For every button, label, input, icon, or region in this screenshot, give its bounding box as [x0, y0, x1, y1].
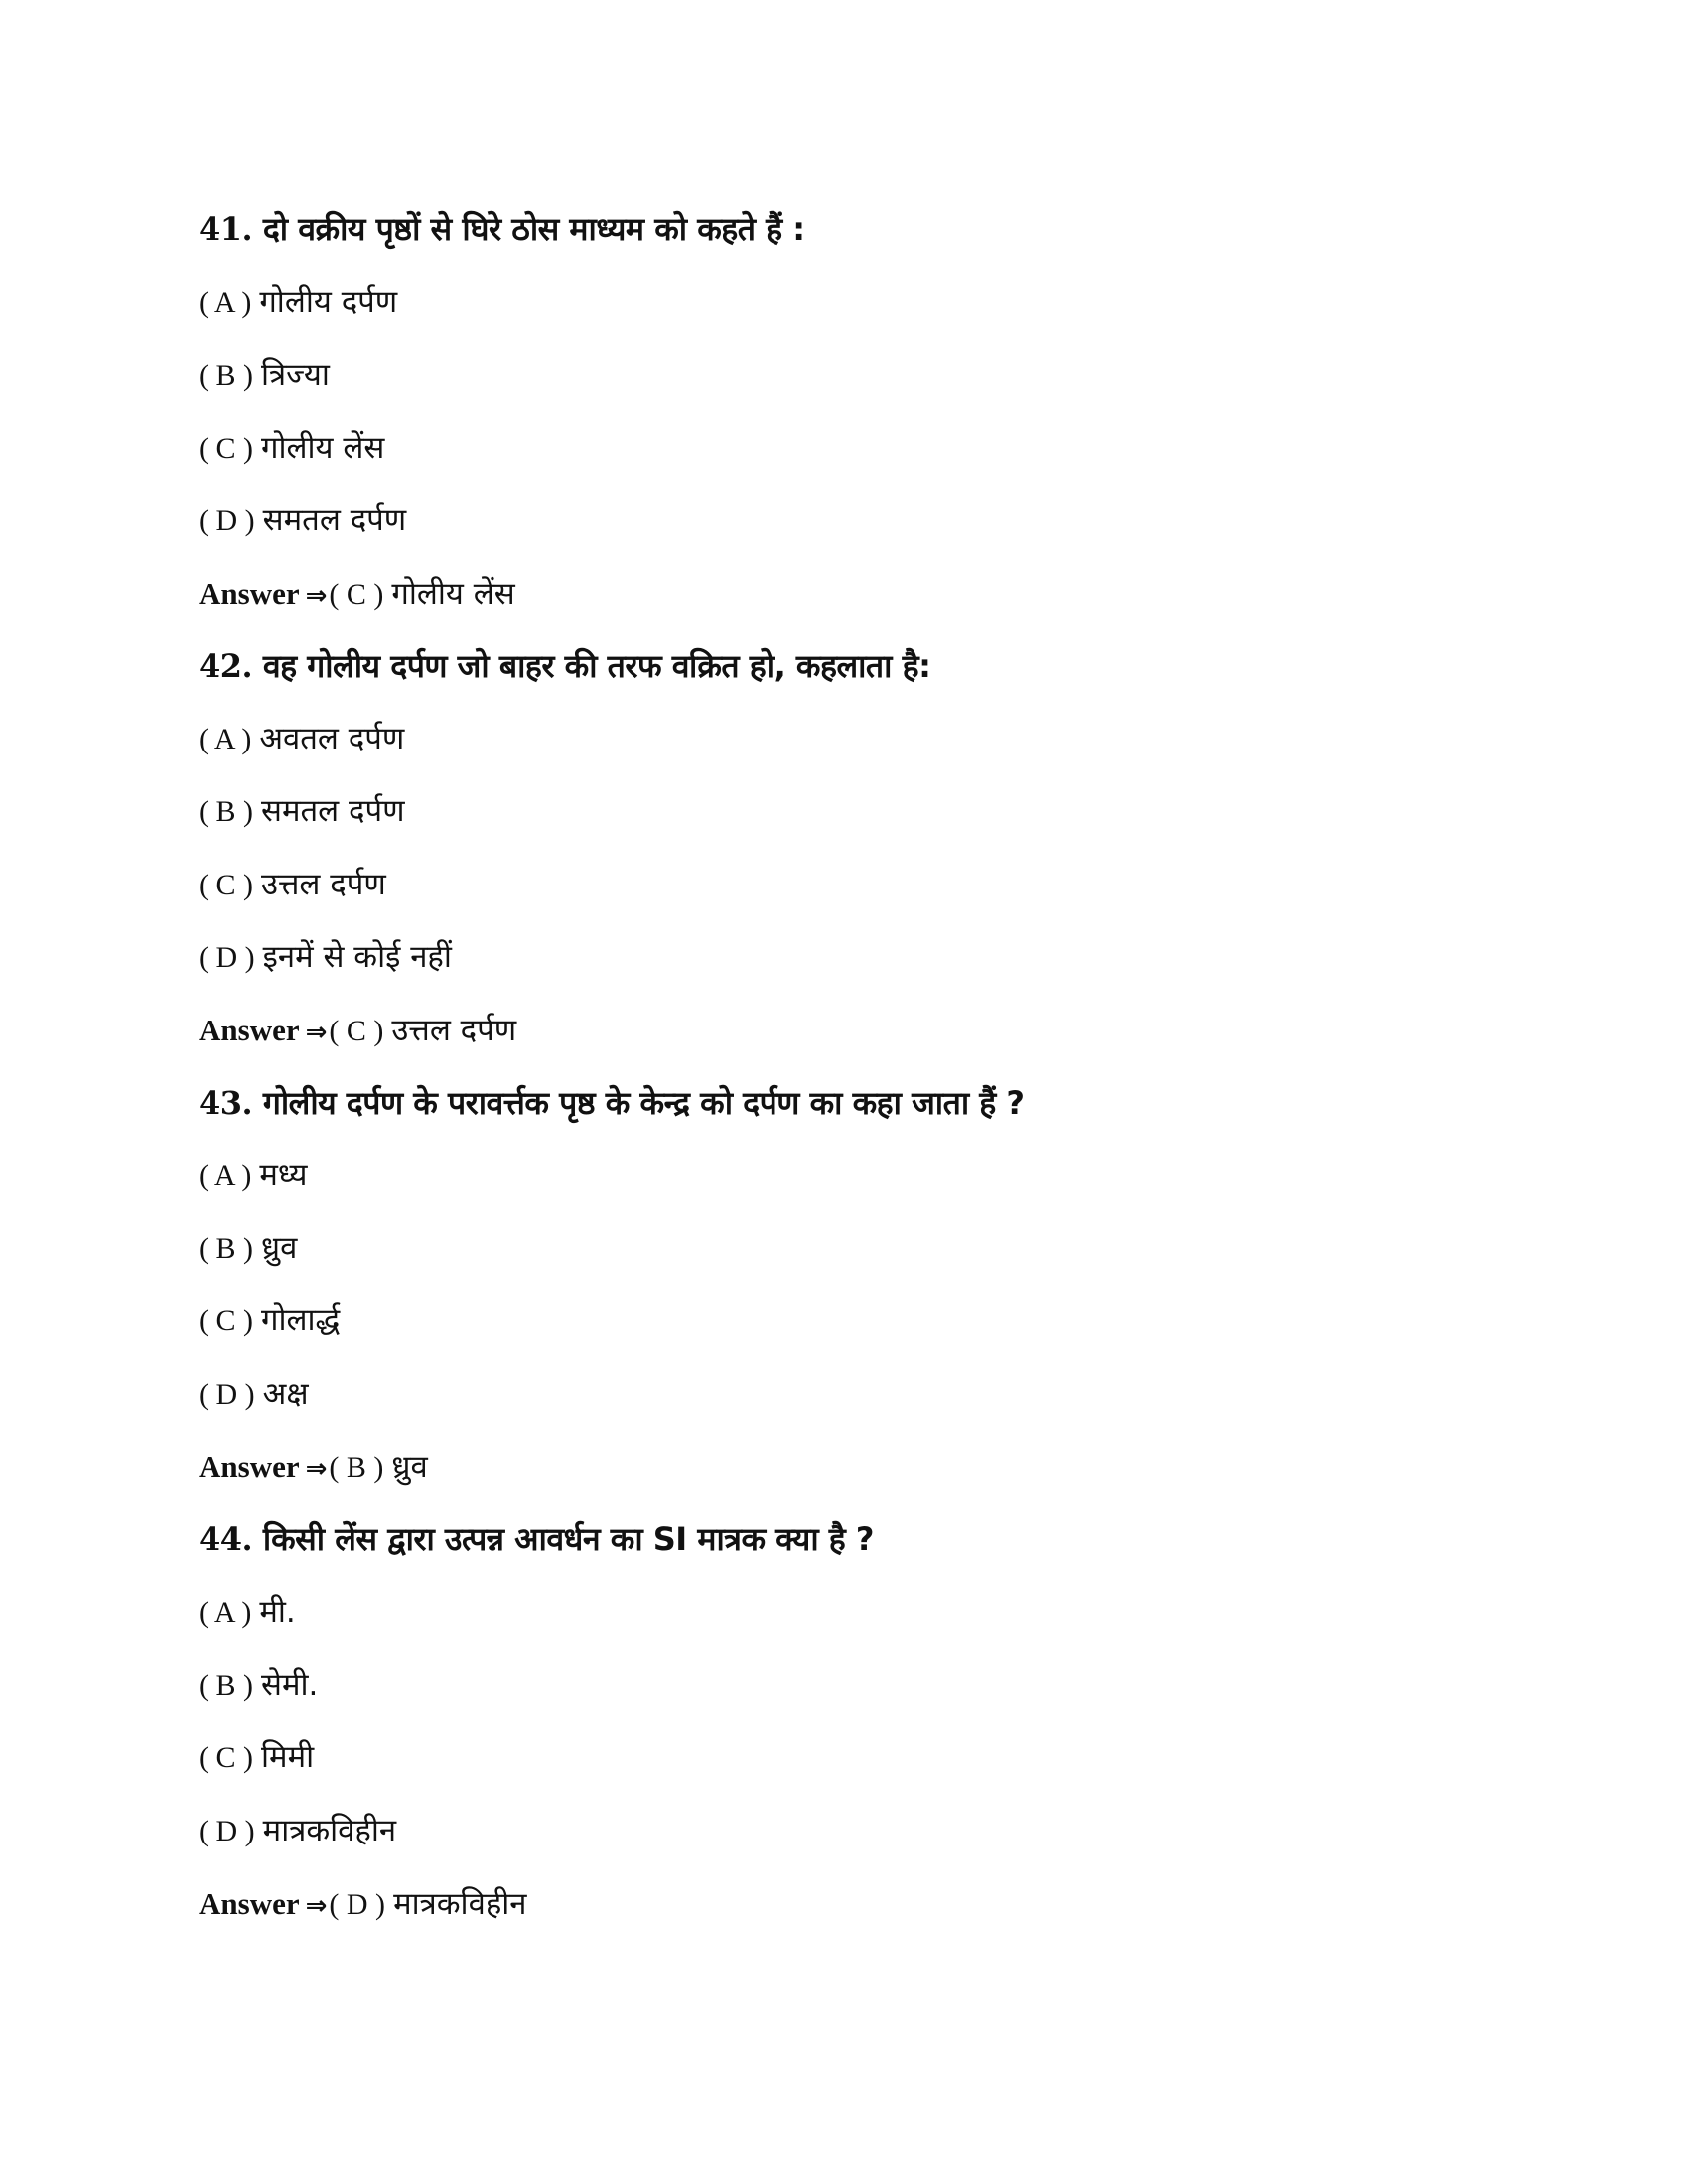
question-title: [199, 194, 1489, 266]
question-number: 42.: [199, 646, 253, 685]
question-title: [199, 1503, 1489, 1575]
option-a: [199, 266, 1489, 339]
option-b: [199, 340, 1489, 412]
option-b: [199, 1212, 1489, 1285]
option-text: अवतल दर्पण: [259, 721, 405, 757]
question-number: 43.: [199, 1083, 253, 1122]
option-d: [199, 1358, 1489, 1431]
answer-label: ( C ): [329, 578, 384, 612]
answer-word: Answer: [199, 1885, 300, 1921]
question-number: 44.: [199, 1520, 253, 1559]
option-label: ( B ): [199, 1668, 253, 1702]
option-label: ( D ): [199, 1377, 255, 1411]
answer-text: ध्रुव: [391, 1449, 428, 1486]
option-text: समतल दर्पण: [262, 502, 407, 539]
option-d: [199, 921, 1489, 994]
double-arrow-right-icon: ⇒: [305, 1454, 328, 1485]
option-text: अक्ष: [262, 1375, 309, 1412]
answer-text: मात्रकविहीन: [393, 1885, 527, 1922]
answer-line: [199, 1431, 1489, 1503]
option-b: [199, 1649, 1489, 1721]
option-label: ( C ): [199, 431, 253, 465]
option-c: [199, 1721, 1489, 1794]
option-text: समतल दर्पण: [261, 793, 405, 830]
option-label: ( C ): [199, 868, 253, 901]
answer-line: [199, 557, 1489, 629]
option-label: ( D ): [199, 504, 255, 538]
option-text: इनमें से कोई नहीं: [262, 938, 452, 975]
answer-text: उत्तल दर्पण: [391, 1013, 517, 1049]
option-text: गोलार्द्ध: [261, 1302, 341, 1339]
question-text: दो वक्रीय पृष्ठों से घिरे ठोस माध्यम को कहते हैं :: [262, 210, 805, 248]
answer-line: [199, 1867, 1489, 1940]
option-label: ( D ): [199, 940, 255, 974]
option-label: ( A ): [199, 286, 252, 320]
option-c: [199, 849, 1489, 921]
question-43: [199, 1067, 1489, 1504]
option-text: ध्रुव: [261, 1230, 298, 1267]
question-number: 41.: [199, 210, 253, 248]
option-text: सेमी.: [261, 1666, 319, 1703]
option-label: ( D ): [199, 1814, 255, 1847]
double-arrow-right-icon: ⇒: [305, 1018, 328, 1048]
option-text: मात्रकविहीन: [262, 1812, 397, 1848]
answer-word: Answer: [199, 576, 300, 612]
answer-line: [199, 994, 1489, 1066]
answer-text: गोलीय लेंस: [391, 576, 515, 613]
option-a: [199, 1576, 1489, 1649]
answer-word: Answer: [199, 1449, 300, 1485]
answer-label: ( C ): [329, 1015, 384, 1048]
option-label: ( C ): [199, 1304, 253, 1338]
option-a: [199, 1140, 1489, 1212]
option-text: उत्तल दर्पण: [261, 866, 386, 902]
double-arrow-right-icon: ⇒: [305, 1890, 328, 1921]
question-title: [199, 630, 1489, 703]
option-d: [199, 1795, 1489, 1867]
option-label: ( B ): [199, 795, 253, 829]
option-text: गोलीय लेंस: [261, 429, 385, 466]
option-text: त्रिज्या: [261, 356, 330, 393]
question-text: गोलीय दर्पण के परावर्त्तक पृष्ठ के केन्द्र को दर्पण का कहा जाता हैं ?: [262, 1083, 1025, 1122]
option-label: ( A ): [199, 1159, 252, 1192]
option-label: ( B ): [199, 358, 253, 392]
question-text: किसी लेंस द्वारा उत्पन्न आवर्धन का SI मात्रक क्या है ?: [262, 1520, 874, 1559]
question-44: [199, 1503, 1489, 1940]
answer-label: ( D ): [329, 1887, 386, 1921]
question-41: [199, 194, 1489, 630]
double-arrow-right-icon: ⇒: [305, 581, 328, 612]
option-label: ( A ): [199, 1595, 252, 1629]
option-text: मी.: [259, 1593, 296, 1630]
option-b: [199, 775, 1489, 848]
option-c: [199, 1285, 1489, 1357]
option-a: [199, 703, 1489, 775]
option-d: [199, 484, 1489, 557]
option-label: ( C ): [199, 1741, 253, 1775]
option-c: [199, 412, 1489, 484]
question-page: [199, 194, 1489, 1940]
option-text: गोलीय दर्पण: [259, 284, 398, 321]
option-label: ( A ): [199, 723, 252, 756]
question-42: [199, 630, 1489, 1067]
answer-label: ( B ): [329, 1451, 384, 1485]
answer-word: Answer: [199, 1013, 300, 1048]
option-label: ( B ): [199, 1232, 253, 1266]
option-text: मिमी: [261, 1739, 315, 1776]
question-title: [199, 1067, 1489, 1140]
option-text: मध्य: [259, 1157, 308, 1193]
question-text: वह गोलीय दर्पण जो बाहर की तरफ वक्रित हो, कहलाता है:: [262, 646, 931, 685]
